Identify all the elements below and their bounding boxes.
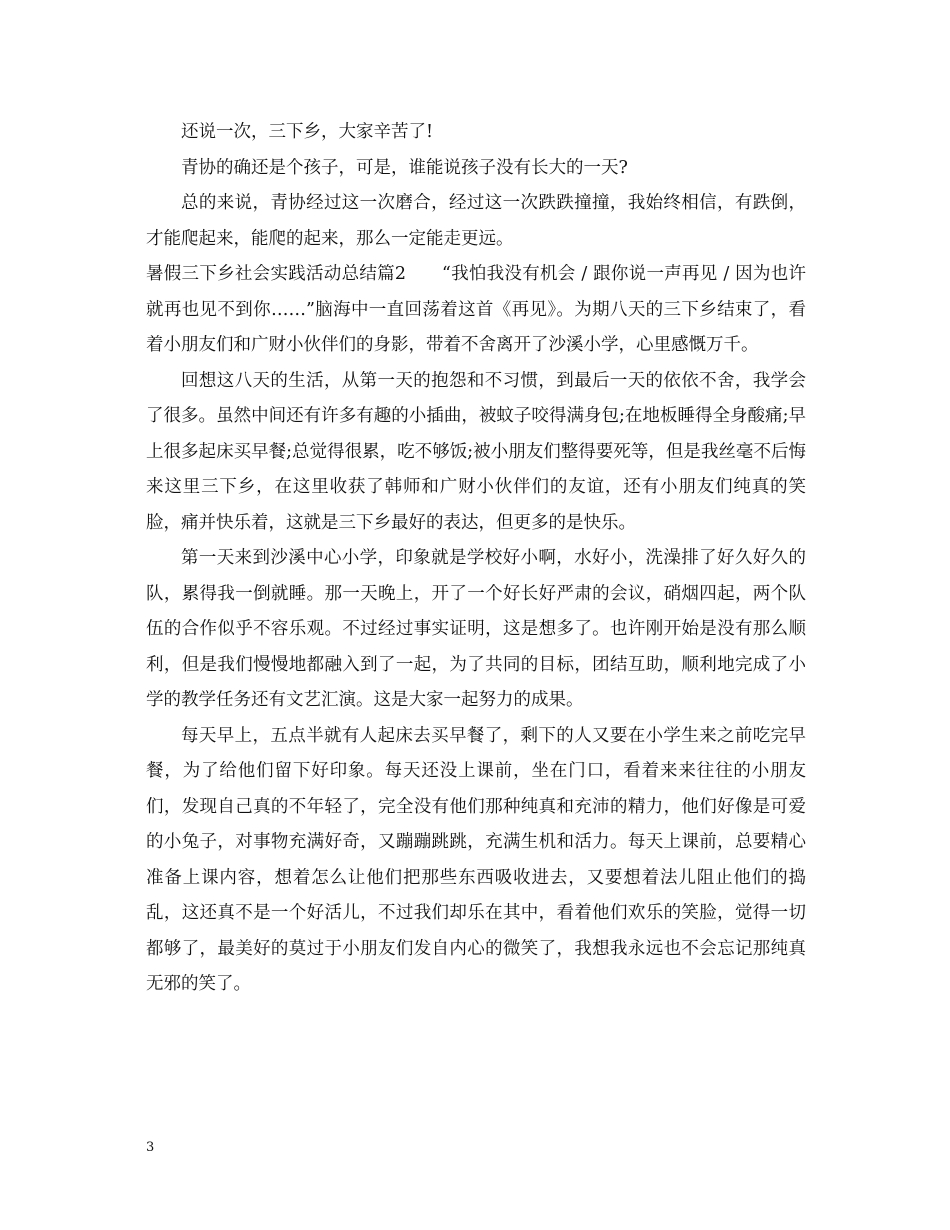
document-body [146,115,806,1003]
paragraph-5: 回想这八天的生活，从第一天的抱怨和不习惯，到最后一天的依依不舍，我学会了很多。虽然中间还有许多有趣的小插曲，被蚊子咬得满身包;在地板睡得全身酸痛;早上很多起床买早餐;总觉得很累，吃不够饭;被小朋友们整得要死等，但是我丝毫不后悔来这里三下乡，在这里收获了韩师和广财小伙伴们的友谊，还有小朋友们纯真的笑脸，痛并快乐着，这就是三下乡最好的表达，但更多的是快乐。 [146,370,806,533]
paragraph-6: 第一天来到沙溪中心小学，印象就是学校好小啊，水好小，洗澡排了好久好久的队，累得我一倒就睡。那一天晚上，开了一个好长好严肃的会议，硝烟四起，两个队伍的合作似乎不容乐观。不过经过事实证明，这是想多了。也许刚开始是没有那么顺利，但是我们慢慢地都融入到了一起，为了共同的目标，团结互助，顺利地完成了小学的教学任务还有文艺汇演。这是大家一起努力的成果。 [146,548,806,710]
paragraph-3: 总的来说，青协经过这一次磨合，经过这一次跌跌撞撞，我始终相信，有跌倒，才能爬起来，能爬的起来，那么一定能走更远。 [146,193,806,249]
paragraph-2: 青协的确还是个孩子，可是，谁能说孩子没有长大的一天? [181,157,628,178]
page-number: 3 [146,1140,155,1155]
section-heading-paragraph: 暑假三下乡社会实践活动总结篇2 “我怕我没有机会 / 跟你说一声再见 / 因为也许就再也见不到你……”脑海中一直回荡着这首《再见》。为期八天的三下乡结束了，看着小朋友们和广财小伙伴们的身影，带着不舍离开了沙溪小学，心里感慨万千。 [146,264,806,355]
paragraph-7: 每天早上，五点半就有人起床去买早餐了，剩下的人又要在小学生来之前吃完早餐，为了给他们留下好印象。每天还没上课前，坐在门口，看着来来往往的小朋友们，发现自己真的不年轻了，完全没有他们那种纯真和充沛的精力，他们好像是可爱的小兔子，对事物充满好奇，又蹦蹦跳跳，充满生机和活力。每天上课前，总要精心准备上课内容，想着怎么让他们把那些东西吸收进去，又要想着法儿阻止他们的捣乱，这还真不是一个好活儿，不过我们却乐在其中，看着他们欢乐的笑脸，觉得一切都够了，最美好的莫过于小朋友们发自内心的微笑了，我想我永远也不会忘记那纯真无邪的笑了。 [146,725,806,994]
paragraph-1: 还说一次，三下乡，大家辛苦了! [181,122,434,142]
